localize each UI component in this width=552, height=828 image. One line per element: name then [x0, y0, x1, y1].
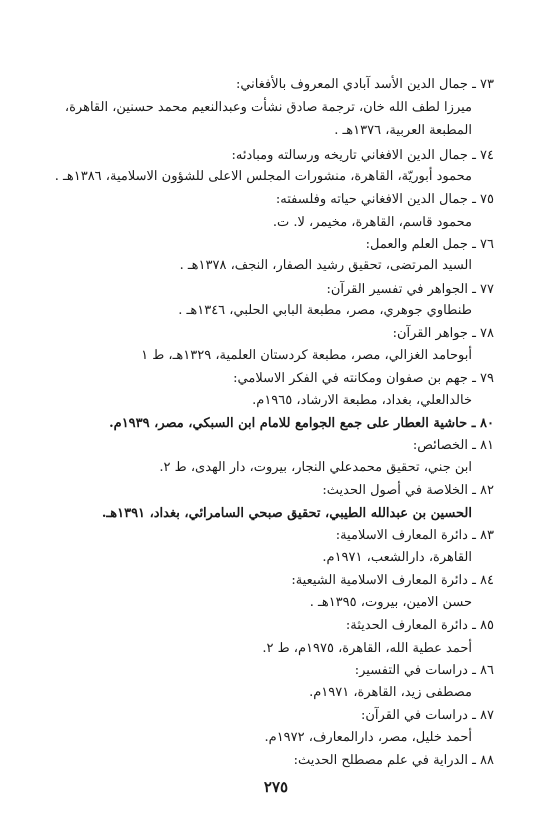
entry-title: ٨٧ ـ دراسات في القرآن: — [361, 708, 494, 723]
entry-source: ميرزا لطف الله خان، ترجمة صادق نشأت وعبدالنعيم محمد حسنين، القاهرة، — [64, 100, 472, 115]
entry-title: ٨٥ ـ دائرة المعارف الحديثة: — [345, 618, 494, 633]
entry-source: حسن الامين، بيروت، ١٣٩٥هـ . — [309, 595, 472, 610]
entry-title: ٧٣ ـ جمال الدين الأسد آبادي المعروف بالأفغاني: — [235, 77, 494, 92]
entry-source: أحمد عطية الله، القاهرة، ١٩٧٥م، ط ٢. — [262, 641, 472, 656]
entry-source: أحمد خليل، مصر، دارالمعارف، ١٩٧٢م. — [264, 730, 472, 745]
entry-title: ٨٢ ـ الخلاصة في أصول الحديث: — [322, 483, 494, 498]
entry-source: طنطاوي جوهري، مصر، مطبعة البابي الحلبي، ١٣٤٦هـ . — [178, 303, 472, 318]
entry-title: ٨٣ ـ دائرة المعارف الاسلامية: — [335, 528, 494, 543]
entry-source: محمود قاسم، القاهرة، مخيمر، لا. ت. — [272, 215, 472, 230]
entry-source: القاهرة، دارالشعب، ١٩٧١م. — [322, 550, 472, 565]
entry-source: محمود أبوريّة، القاهرة، منشورات المجلس الاعلى للشؤون الاسلامية، ١٣٨٦هـ . — [54, 169, 472, 184]
page-number: ٢٧٥ — [263, 778, 289, 796]
entry-title: ٨١ ـ الخصائص: — [412, 438, 494, 453]
entry-source: السيد المرتضى، تحقيق رشيد الصفار، النجف، ١٣٧٨هـ . — [179, 258, 472, 273]
entry-title: ٧٩ ـ جهم بن صفوان ومكانته في الفكر الاسلامي: — [233, 371, 494, 386]
entry-source: أبوحامد الغزالي، مصر، مطبعة كردستان العلمية، ١٣٢٩هـ، ط ١ — [141, 348, 472, 363]
entry-title: ٧٨ ـ جواهر القرآن: — [392, 326, 494, 341]
entry-source: ابن جني، تحقيق محمدعلي النجار، بيروت، دار الهدى، ط ٢. — [159, 460, 472, 475]
entry-title: ٧٥ ـ جمال الدين الافغاني حياته وفلسفته: — [275, 192, 494, 207]
entry-title: ٨٠ ـ حاشية العطار على جمع الجوامع للامام ابن السبكي، مصر، ١٩٣٩م. — [109, 416, 494, 431]
entry-title: ٧٦ ـ جمل العلم والعمل: — [365, 237, 494, 252]
entry-title: ٨٦ ـ دراسات في التفسير: — [354, 663, 494, 678]
entry-title: ٧٤ ـ جمال الدين الافغاني تاريخه ورسالته ومبادئه: — [231, 148, 494, 163]
entry-source: المطبعة العربية، ١٣٧٦هـ . — [334, 123, 472, 138]
entry-source: مصطفى زيد، القاهرة، ١٩٧١م. — [309, 685, 472, 700]
entry-title: ٨٤ ـ دائرة المعارف الاسلامية الشيعية: — [291, 573, 494, 588]
entry-title: ٧٧ ـ الجواهر في تفسير القرآن: — [326, 282, 494, 297]
entry-source: الحسين بن عبدالله الطيبي، تحقيق صبحي السامرائي، بغداد، ١٣٩١هـ. — [101, 506, 472, 521]
entry-source: خالدالعلي، بغداد، مطبعة الارشاد، ١٩٦٥م. — [252, 393, 472, 408]
entry-title: ٨٨ ـ الدراية في علم مصطلح الحديث: — [293, 753, 494, 768]
